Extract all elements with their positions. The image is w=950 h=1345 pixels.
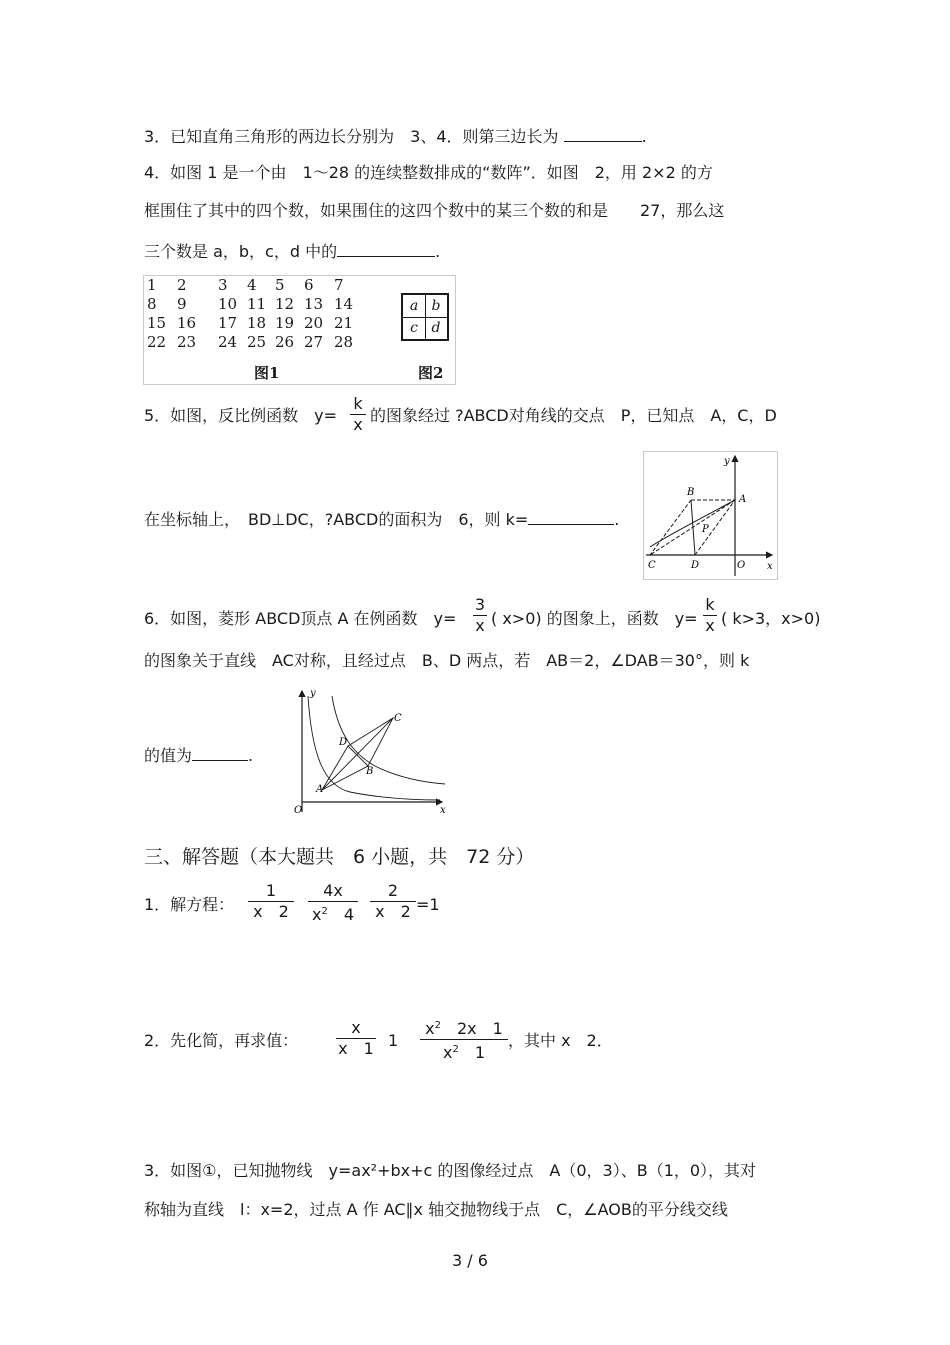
s1-f2-num: 4x [323, 881, 343, 900]
s1-fraction3 [370, 882, 416, 921]
section-title: 三、解答题（本大题共 6 小题，共 72 分） [144, 846, 535, 868]
array-cell: 25 [247, 333, 267, 351]
s2-tail: ，其中 x 2． [508, 1031, 613, 1050]
array-cell: 27 [304, 333, 324, 351]
q6-fraction2 [703, 596, 717, 635]
diagonal-bd [348, 746, 368, 766]
label-b: B [366, 766, 374, 777]
array-cell: 5 [275, 276, 285, 294]
q6-figure [290, 688, 450, 816]
q3-line: 3．已知直角三角形的两边长分别为 3、4．则第三边长为 . [144, 127, 647, 146]
array-cell: 28 [334, 333, 354, 351]
q6-line2: 的图象关于直线 AC对称，且经过点 B、D 两点，若 AB＝2，∠DAB＝30°，则 k [144, 651, 750, 670]
array-cell: 15 [147, 314, 167, 332]
array-cell: 23 [177, 333, 197, 351]
q5-fraction [350, 395, 366, 434]
q6-graph [290, 688, 450, 816]
q6-frac1-num: 3 [474, 595, 486, 614]
s2-f1-den: x 1 [338, 1039, 374, 1058]
s1-f1-den: x 2 [253, 902, 289, 921]
label-o: O [294, 805, 303, 816]
q6-pre: 6．如图，菱形 ABCD顶点 A 在例函数 y= [144, 609, 457, 628]
s3-line2: 称轴为直线 l：x=2，过点 A 作 AC∥x 轴交抛物线于点 C，∠AOB的平分线交线 [144, 1200, 728, 1219]
array-cell: 12 [275, 295, 295, 313]
array-cell: 16 [177, 314, 197, 332]
two-by-two-box [401, 293, 449, 341]
array-cell: 2 [177, 276, 187, 294]
s2-fraction2 [420, 1017, 508, 1062]
label-p: P [702, 524, 709, 535]
q5-line2: 在坐标轴上， BD⊥DC，?ABCD的面积为 6，则 k= . [144, 510, 620, 529]
array-cell: 26 [275, 333, 295, 351]
s1-fraction1 [248, 882, 294, 921]
s2-one: 1 [388, 1031, 399, 1050]
s2-f1-num: x [351, 1018, 361, 1037]
q5-post: 的图象经过 ?ABCD对角线的交点 P，已知点 A，C，D [370, 406, 777, 425]
s1-fraction2 [308, 882, 358, 924]
figure1-caption: 图1 [254, 364, 280, 382]
q6-line3: 的值为 . [144, 746, 254, 765]
diagonal-ac [322, 718, 393, 790]
q5-answer-blank [528, 508, 614, 525]
array-cell: 9 [177, 295, 187, 313]
label-c: C [648, 560, 656, 571]
s3-line1: 3．如图①，已知抛物线 y=ax²+bx+c 的图像经过点 A（0，3）、B（1，0），其对 [144, 1161, 757, 1180]
q6-frac2-num: k [705, 595, 715, 614]
array-cell: 6 [304, 276, 314, 294]
array-cell: 20 [304, 314, 324, 332]
q5-graph [644, 452, 777, 579]
s2-fraction1 [336, 1019, 376, 1058]
label-d: D [339, 737, 348, 748]
array-cell: 7 [334, 276, 344, 294]
box-cell-b: b [425, 295, 447, 318]
diagonal-ac [650, 500, 735, 555]
s1-f3-den: x 2 [375, 902, 411, 921]
array-cell: 3 [218, 276, 228, 294]
q4-answer-blank [337, 240, 435, 257]
q5-pre: 5．如图，反比例函数 y= [144, 406, 338, 425]
q6-mid: ( x>0) 的图象上，函数 y= [491, 609, 698, 628]
array-cell: 4 [247, 276, 257, 294]
array-cell: 13 [304, 295, 324, 313]
q4-line2: 框围住了其中的四个数，如果围住的这四个数中的某三个数的和是 27，那么这 [144, 201, 725, 220]
label-y: y [724, 456, 730, 467]
array-cell: 10 [218, 295, 238, 313]
label-a: A [739, 494, 747, 505]
label-c: C [394, 713, 402, 724]
q5-frac-num: k [353, 394, 363, 413]
array-cell: 24 [218, 333, 238, 351]
s1-f1-num: 1 [265, 881, 277, 900]
label-b: B [687, 487, 695, 498]
array-cell: 1 [147, 276, 157, 294]
array-cell: 14 [334, 295, 354, 313]
figure2-caption: 图2 [418, 364, 444, 382]
array-cell: 8 [147, 295, 157, 313]
label-y: y [310, 688, 316, 699]
label-o: O [737, 560, 746, 571]
s1-tail: =1 [416, 895, 440, 914]
q6-fraction1 [473, 596, 487, 635]
q6-post: ( k>3，x>0) [721, 609, 821, 628]
page-number: 3 / 6 [452, 1251, 488, 1270]
s2-f2-den: $x^2$ 1 [442, 1043, 486, 1062]
q6-frac2-den: x [705, 616, 715, 635]
q5-figure [643, 451, 778, 580]
array-cell: 11 [247, 295, 267, 313]
q5-frac-den: x [353, 415, 363, 434]
array-cell: 19 [275, 314, 295, 332]
s2-label: 2．先化简，再求值： [144, 1031, 299, 1050]
curve-k-over-x [332, 696, 445, 784]
array-cell: 18 [247, 314, 267, 332]
box-cell-d: d [431, 320, 441, 336]
q3-text: 3．已知直角三角形的两边长分别为 3、4．则第三边长为 [144, 127, 559, 146]
label-a: A [316, 784, 324, 795]
label-d: D [691, 560, 700, 571]
q6-line3-text: 的值为 [144, 746, 193, 765]
box-cell-c: c [403, 317, 426, 339]
label-x: x [440, 805, 446, 816]
label-x: x [767, 561, 773, 572]
s2-f2-num: $x^2$ 2x 1 [425, 1019, 503, 1038]
q4-line3-text: 三个数是 a，b，c，d 中的 [144, 242, 338, 261]
array-cell: 21 [334, 314, 354, 332]
s1-label: 1．解方程： [144, 895, 235, 914]
q3-answer-blank [564, 125, 642, 142]
box-cell-a: a [403, 295, 426, 318]
q4-figure [143, 275, 456, 385]
s1-f2-den: $x^2$ 4 [311, 905, 355, 924]
array-cell: 17 [218, 314, 238, 332]
q6-answer-blank [192, 744, 248, 761]
array-cell: 22 [147, 333, 167, 351]
q6-frac1-den: x [475, 616, 485, 635]
q4-line3: 三个数是 a，b，c，d 中的 . [144, 242, 441, 261]
q4-line1: 4．如图 1 是一个由 1～28 的连续整数排成的“数阵”．如图 2，用 2×2 的方 [144, 163, 713, 182]
s1-f3-num: 2 [387, 881, 399, 900]
q5-line2-text: 在坐标轴上， BD⊥DC，?ABCD的面积为 6，则 k= [144, 510, 529, 529]
